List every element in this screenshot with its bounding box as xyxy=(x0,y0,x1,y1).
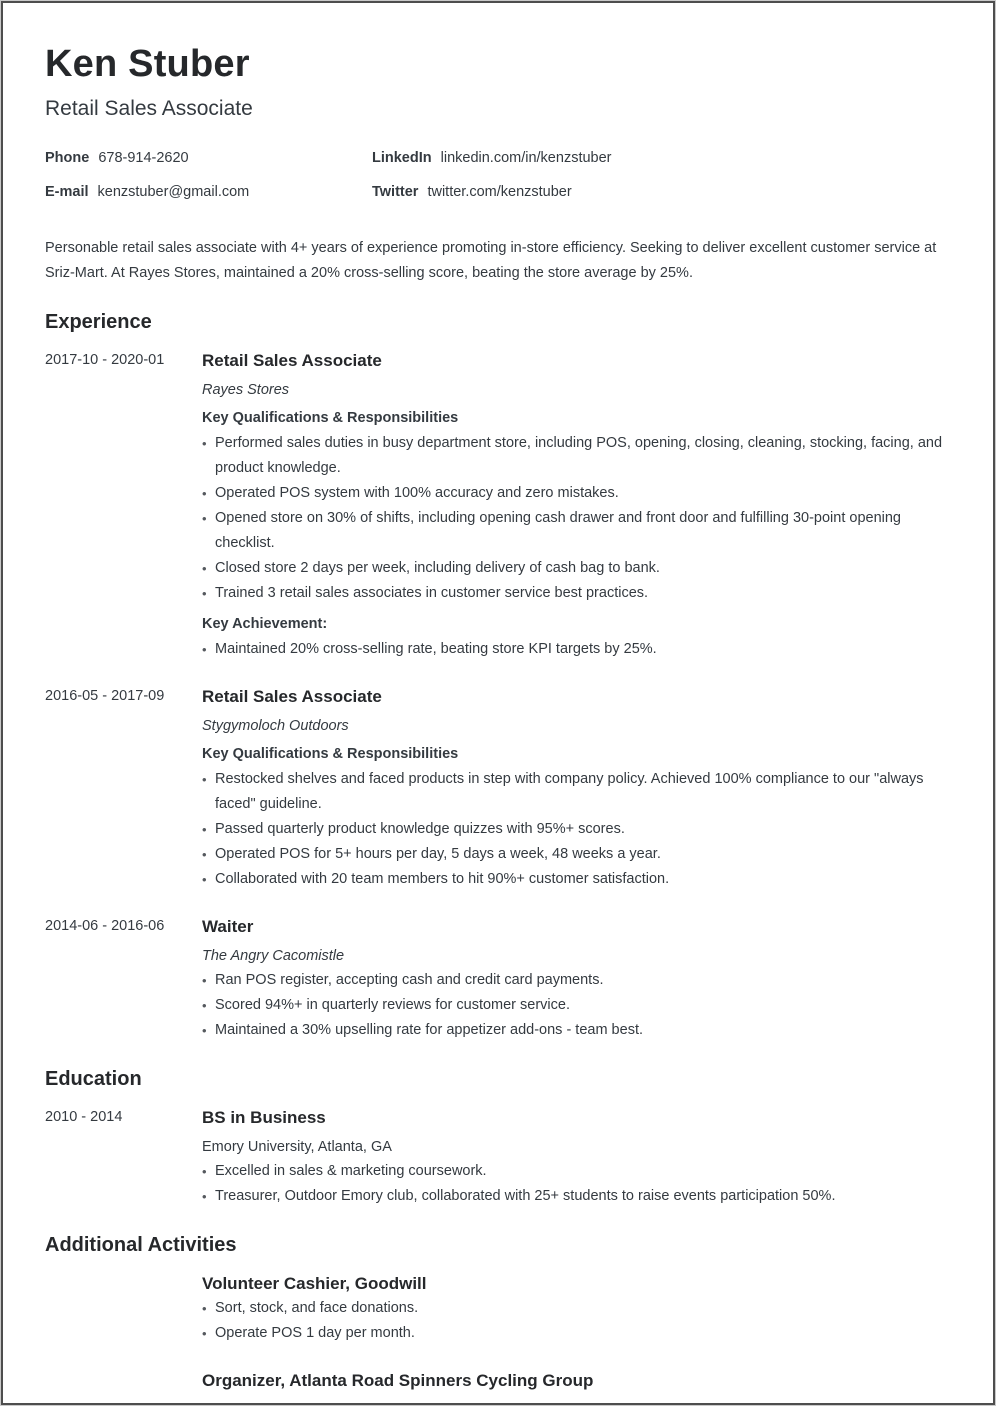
contact-email-label: E-mail xyxy=(45,183,89,200)
contact-phone xyxy=(45,150,372,166)
bullet-item: • Operated POS system with 100% accuracy and zero mistakes. xyxy=(202,481,951,506)
contact-twitter-label: Twitter xyxy=(372,183,419,200)
bullet-item: • Trained 3 retail sales associates in customer service best practices. xyxy=(202,581,951,606)
entry-dates-empty xyxy=(45,1358,202,1395)
bullet-item: • Maintained a 30% upselling rate for appetizer add-ons - team best. xyxy=(202,1018,951,1043)
candidate-name: Ken Stuber xyxy=(45,43,250,85)
bullet-item: • Operate POS 1 day per month. xyxy=(202,1321,951,1346)
bullet-item: • Scored 94%+ in quarterly reviews for customer service. xyxy=(202,993,951,1018)
contact-email xyxy=(45,184,372,200)
bullet-list xyxy=(202,431,951,606)
education-entry xyxy=(45,1107,951,1209)
bullet-item: • Passed quarterly product knowledge quizzes with 95%+ scores. xyxy=(202,817,951,842)
contact-linkedin xyxy=(372,150,951,166)
contact-linkedin-label: LinkedIn xyxy=(372,149,432,166)
entry-subheading: Key Qualifications & Responsibilities xyxy=(202,745,459,762)
activity-entry xyxy=(45,1273,951,1346)
bullet-item: • Ran POS register, accepting cash and credit card payments. xyxy=(202,968,951,993)
additional-activities-heading: Additional Activities xyxy=(45,1233,237,1256)
entry-body xyxy=(202,916,951,1043)
entry-dates: 2017-10 - 2020-01 xyxy=(45,351,165,368)
bullet-item: • Performed sales duties in busy department store, including POS, opening, closing, cleaning, stocking, facing, and product knowledge. xyxy=(202,431,951,481)
bullet-item: • Opened store on 30% of shifts, including opening cash drawer and front door and fulfilling 30-point opening checklist. xyxy=(202,506,951,556)
education-section xyxy=(45,1068,951,1209)
entry-school: Emory University, Atlanta, GA xyxy=(202,1138,392,1155)
activity-title: Organizer, Atlanta Road Spinners Cycling Group xyxy=(202,1370,594,1390)
bullet-list xyxy=(202,1159,951,1209)
entry-body xyxy=(202,350,951,662)
contact-twitter-value: twitter.com/kenzstuber xyxy=(427,183,572,200)
entry-body xyxy=(202,1107,951,1209)
bullet-item: • Excelled in sales & marketing coursework. xyxy=(202,1159,951,1184)
contact-info xyxy=(45,150,951,200)
entry-subheading: Key Qualifications & Responsibilities xyxy=(202,409,459,426)
candidate-job-title: Retail Sales Associate xyxy=(45,96,253,120)
entry-dates: 2014-06 - 2016-06 xyxy=(45,917,165,934)
contact-phone-label: Phone xyxy=(45,149,90,166)
contact-email-value: kenzstuber@gmail.com xyxy=(97,183,250,200)
entry-body xyxy=(202,1358,951,1395)
experience-section xyxy=(45,311,951,1043)
experience-heading: Experience xyxy=(45,310,152,333)
experience-entry xyxy=(45,916,951,1043)
experience-entry xyxy=(45,686,951,892)
activity-entry xyxy=(45,1358,951,1395)
bullet-list xyxy=(202,968,951,1043)
achievement-heading: Key Achievement: xyxy=(202,615,328,632)
bullet-item: • Closed store 2 days per week, including delivery of cash bag to bank. xyxy=(202,556,951,581)
entry-company: Stygymoloch Outdoors xyxy=(202,717,349,734)
entry-dates-empty xyxy=(45,1273,202,1346)
experience-entry xyxy=(45,350,951,662)
entry-body xyxy=(202,686,951,892)
bullet-item: • Maintained 20% cross-selling rate, beating store KPI targets by 25%. xyxy=(202,637,951,662)
entry-dates: 2010 - 2014 xyxy=(45,1108,123,1125)
entry-title: BS in Business xyxy=(202,1107,326,1127)
additional-activities-section xyxy=(45,1234,951,1395)
bullet-item: • Collaborated with 20 team members to hit 90%+ customer satisfaction. xyxy=(202,867,951,892)
entry-company: The Angry Cacomistle xyxy=(202,947,345,964)
bullet-item: • Restocked shelves and faced products in step with company policy. Achieved 100% compliance to our "always faced" guideline. xyxy=(202,767,951,817)
education-heading: Education xyxy=(45,1067,142,1090)
entry-company: Rayes Stores xyxy=(202,381,290,398)
contact-linkedin-value: linkedin.com/in/kenzstuber xyxy=(440,149,612,166)
achievement-bullet-list xyxy=(202,637,951,662)
activity-title: Volunteer Cashier, Goodwill xyxy=(202,1273,427,1293)
bullet-item: • Operated POS for 5+ hours per day, 5 days a week, 48 weeks a year. xyxy=(202,842,951,867)
entry-dates: 2016-05 - 2017-09 xyxy=(45,687,165,704)
bullet-list xyxy=(202,1296,951,1346)
bullet-item: • Treasurer, Outdoor Emory club, collaborated with 25+ students to raise events participation 50%. xyxy=(202,1184,951,1209)
contact-phone-value: 678-914-2620 xyxy=(98,149,189,166)
entry-title: Retail Sales Associate xyxy=(202,350,382,370)
contact-twitter xyxy=(372,184,951,200)
entry-title: Waiter xyxy=(202,916,254,936)
entry-title: Retail Sales Associate xyxy=(202,686,382,706)
entry-body xyxy=(202,1273,951,1346)
bullet-list xyxy=(202,767,951,892)
resume-header xyxy=(45,43,951,200)
bullet-item: • Sort, stock, and face donations. xyxy=(202,1296,951,1321)
professional-summary: Personable retail sales associate with 4+ years of experience promoting in-store efficiency. Seeking to deliver excellent customer service at Sriz-Mart. At Rayes Stores, maintained a 20% cross-selling score, beating the store average by 25%. xyxy=(45,239,937,281)
